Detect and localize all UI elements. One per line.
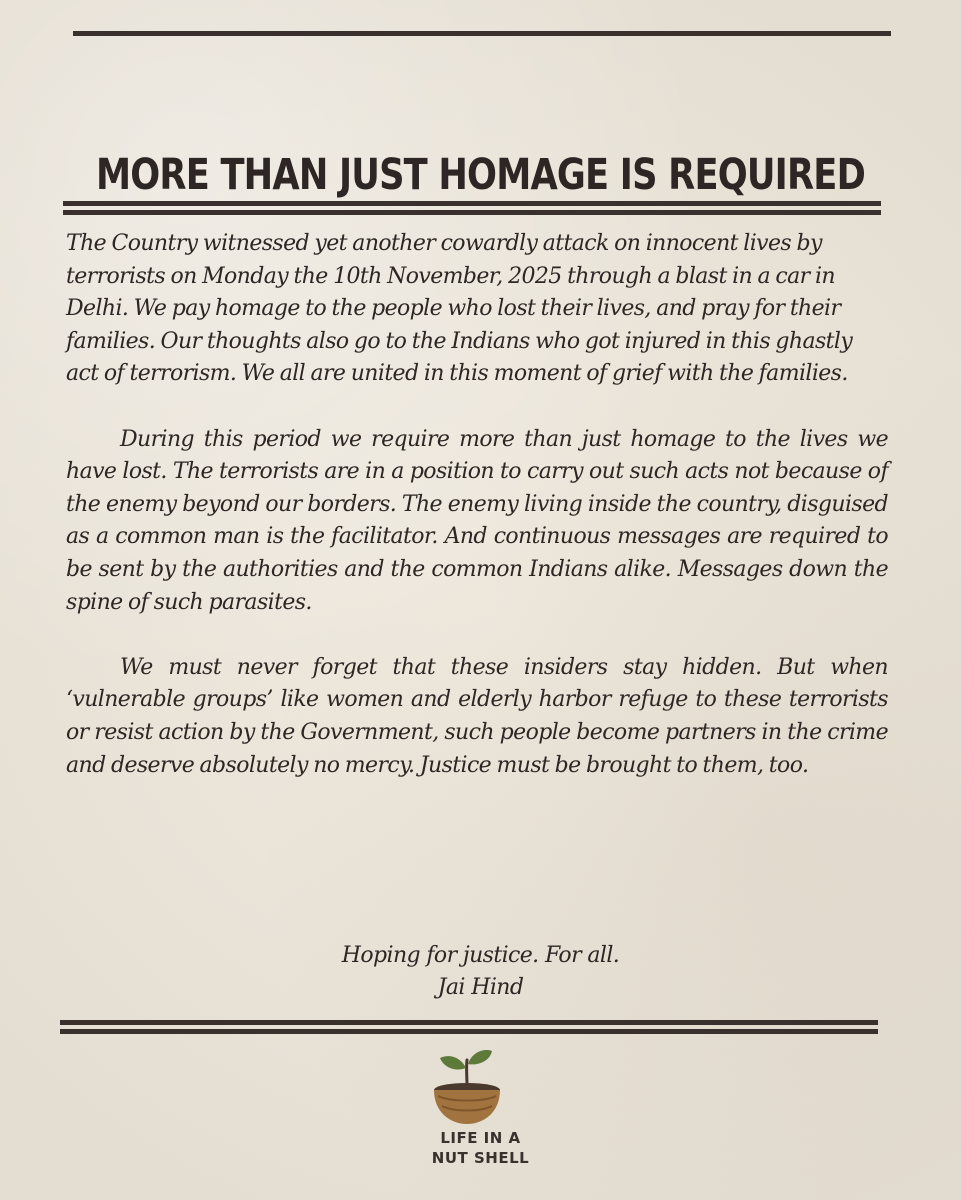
sprout-in-nutshell-icon [430,1046,504,1126]
paragraph-3: We must never forget that these insiders stay hidden. But when ‘vulnerable groups’ like women and elderly harbor refuge to these terrorists or resist action by the Government, such people become partners in the crime and deserve absolutely no mercy. Justice must be brought to them, too. [66,654,888,778]
brand-wordmark [0,1128,961,1168]
top-rule [73,31,891,36]
article-body [66,228,888,782]
footer-divider [60,1020,878,1035]
closing-signoff [0,940,961,1004]
divider-bar-upper [63,201,881,206]
closing-line-2: Jai Hind [437,975,524,1000]
brand-name-line-1: LIFE IN A [440,1129,521,1147]
page-title: MORE THAN JUST HOMAGE IS REQUIRED [95,149,866,200]
divider-bar-lower [63,210,881,215]
brand-name-line-2: NUT SHELL [431,1149,530,1167]
paragraph-2: During this period we require more than just homage to the lives we have lost. The terrorists are in a position to carry out such acts not because of the enemy beyond our borders. The enemy living inside the country, disguised as a common man is the facilitator. And continuous messages are required to be sent by the authorities and the common Indians alike. Messages down the spine of such parasites. [66,426,888,615]
divider-bar-upper [60,1020,878,1025]
paragraph-1: The Country witnessed yet another cowardly attack on innocent lives by terrorists on Monday the 10th November, 2025 through a blast in a car in Delhi. We pay homage to the people who lost their lives, and pray for their families. Our thoughts also go to the Indians who got injured in this ghastly act of terrorism. We all are united in this moment of grief with the families. [66,231,853,387]
divider-bar-lower [60,1029,878,1034]
closing-line-1: Hoping for justice. For all. [341,943,620,968]
title-divider [63,201,881,216]
